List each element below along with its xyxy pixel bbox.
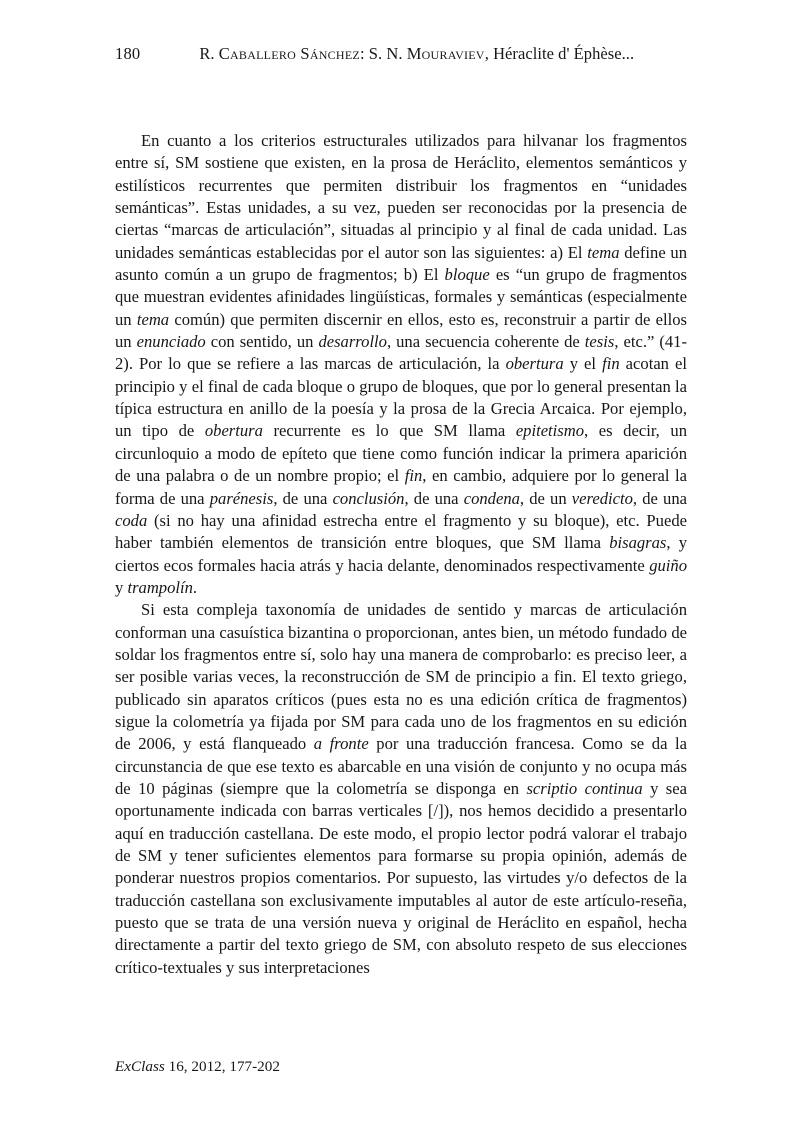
- paragraph-1: En cuanto a los criterios estructurales utilizados para hilvanar los fragmentos entre sí, SM sostiene que existen, en la prosa de Heráclito, elementos semánticos y estilísticos recurrentes que permiten distribuir los fragmentos en “unidades semánticas”. Estas unidades, a su vez, pueden ser reconocidas por la presencia de ciertas “marcas de articulación”, situadas al principio y al final de cada unidad. Las unidades semánticas establecidas por el autor son las siguientes: a) El tema define un asunto común a un grupo de fragmentos; b) El bloque es “un grupo de fragmentos que muestran evidentes afinidades lingüísticas, formales y semánticas (especialmente un tema común) que permiten discernir en ellos, esto es, reconstruir a partir de ellos un enunciado con sentido, un desarrollo, una secuencia coherente de tesis, etc.” (41-2). Por lo que se refiere a las marcas de articulación, la obertura y el fin acotan el principio y el final de cada bloque o grupo de bloques, que por lo general presentan la típica estructura en anillo de la poesía y la prosa de la Grecia Arcaica. Por ejemplo, un tipo de obertura recurrente es lo que SM llama epitetismo, es decir, un circunloquio a modo de epíteto que tiene como función indicar la primera aparición de una palabra o de un nombre propio; el fin, en cambio, adquiere por lo general la forma de una parénesis, de una conclusión, de una condena, de un veredicto, de una coda (si no hay una afinidad estrecha entre el fragmento y su bloque), etc. Puede haber también elementos de transición entre bloques, que SM llama bisagras, y ciertos ecos formales hacia atrás y hacia delante, denominados respectivamente guiño y trampolín.: [115, 131, 688, 597]
- italic-term: condena: [463, 488, 520, 508]
- italic-term: tesis: [584, 332, 615, 352]
- italic-term: obertura: [204, 421, 263, 441]
- running-head-author-initial: R.: [199, 44, 219, 63]
- running-head-title: [199, 44, 634, 64]
- italic-term: fin: [602, 354, 620, 374]
- italic-term: fin: [404, 466, 423, 486]
- running-head-title-tail: , Héraclite d' Éphèse...: [484, 44, 635, 63]
- italic-term: bloque: [444, 265, 490, 285]
- italic-term: coda: [115, 510, 148, 530]
- body-text-block: [115, 130, 687, 979]
- running-head-separator: : S. N.: [359, 44, 407, 63]
- italic-term: tema: [587, 242, 620, 262]
- running-head-subject-name: Mouraviev: [406, 44, 485, 63]
- italic-term: scriptio continua: [526, 778, 643, 798]
- italic-term: conclusión: [332, 488, 405, 508]
- italic-term: bisagras: [609, 533, 667, 553]
- italic-term: parénesis: [209, 488, 274, 508]
- running-head-author-name: Caballero Sánchez: [218, 44, 360, 63]
- italic-term: obertura: [505, 354, 564, 374]
- running-head: [115, 44, 687, 68]
- journal-name: ExClass: [115, 1058, 165, 1075]
- page-number: 180: [115, 44, 141, 63]
- page-footer: [115, 1058, 280, 1076]
- italic-term: tema: [136, 309, 170, 329]
- italic-term: a fronte: [313, 734, 369, 754]
- footer-citation: 16, 2012, 177-202: [164, 1058, 280, 1075]
- italic-term: veredicto: [571, 488, 633, 508]
- italic-term: enunciado: [136, 332, 206, 352]
- paragraph-2: Si esta compleja taxonomía de unidades de sentido y marcas de articulación conforman una casuística bizantina o proporcionan, antes bien, un método fundado de soldar los fragmentos entre sí, solo hay una manera de comprobarlo: es preciso leer, a ser posible varias veces, la reconstrucción de SM de principio a fin. El texto griego, publicado sin aparatos críticos (pues esta no es una edición crítica de fragmentos) sigue la colometría ya fijada por SM para cada uno de los fragmentos en su edición de 2006, y está flanqueado a fronte por una traducción francesa. Como se da la circunstancia de que ese texto es abarcable en una visión de conjunto y no ocupa más de 10 páginas (siempre que la colometría se disponga en scriptio continua y sea oportunamente indicada con barras verticales [/]), nos hemos decidido a presentarlo aquí en traducción castellana. De este modo, el propio lector podrá valorar el trabajo de SM y tener suficientes elementos para formarse su propia opinión, además de ponderar nuestros propios comentarios. Por supuesto, las virtudes y/o defectos de la traducción castellana son exclusivamente imputables al autor de este artículo-reseña, puesto que se trata de una versión nueva y original de Heráclito en español, hecha directamente a partir del texto griego de SM, con absoluto respeto de sus elecciones crítico-textuales y sus interpretaciones: [115, 600, 687, 977]
- italic-term: trampolín: [127, 577, 193, 597]
- italic-term: epitetismo: [515, 421, 585, 441]
- italic-term: desarrollo: [318, 332, 387, 352]
- italic-term: guiño: [649, 555, 687, 575]
